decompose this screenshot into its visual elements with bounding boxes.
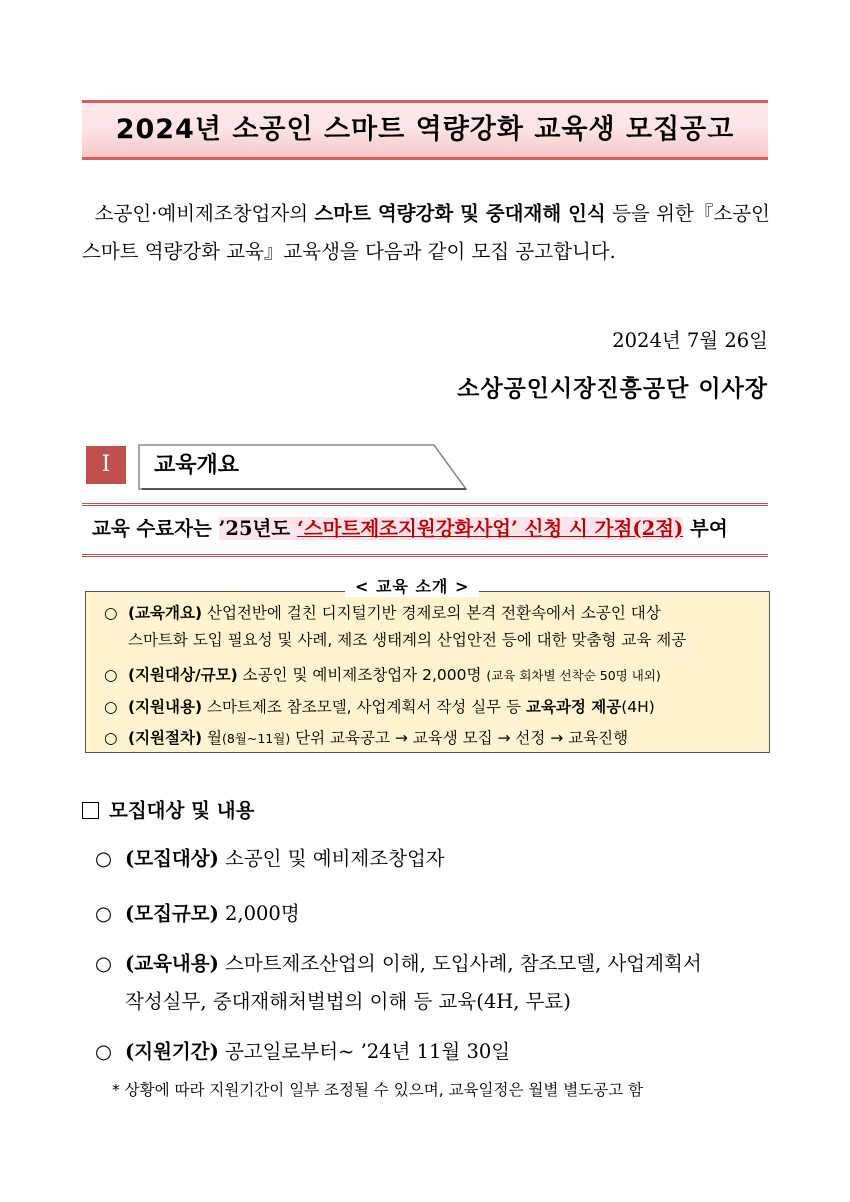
intro-text-1: 소공인·예비제조창업자의 xyxy=(94,202,315,225)
intro-box-item: ○ (교육개요) 산업전반에 걸친 디지털기반 경제로의 본격 전환속에서 소공인 대상 xyxy=(104,604,661,622)
intro-box-item: ○ (지원절차) 월(8월~11월) 단위 교육공고 → 교육생 모집 → 선정 → 교육진행 xyxy=(104,729,629,747)
intro-paragraph xyxy=(82,195,770,271)
title-banner xyxy=(82,100,768,160)
highlight-pre: 교육 수료자는 xyxy=(92,517,219,540)
intro-box-item: ○ (지원대상/규모) 소공인 및 예비제조창업자 2,000명 (교육 회차별 선착순 50명 내외) xyxy=(104,666,661,684)
highlight-post: 부여 xyxy=(683,517,728,540)
highlight-notice xyxy=(82,503,768,557)
section-number: Ⅰ xyxy=(86,446,126,484)
highlight-year: ’25년도 ‘스마트제조지원강화사업’ 신청 시 가점(2점) xyxy=(218,517,684,540)
intro-text-2: 등을 위한『소공인 스마트 역량강화 교육』교육생을 다음과 같이 모집 공고합니다. xyxy=(82,202,771,263)
recruit-item: ○ (교육내용) 스마트제조산업의 이해, 도입사례, 참조모델, 사업계획서 작성실무, 중대재해처벌법의 이해 등 교육(4H, 무료) xyxy=(95,952,702,1013)
signer: 소상공인시장진흥공단 이사장 xyxy=(457,375,768,402)
recruit-item: ○ (지원기간) 공고일로부터~ ’24년 11월 30일 xyxy=(95,1040,511,1063)
intro-box-label: < 교육 소개 > xyxy=(345,574,479,597)
footnote: * 상황에 따라 지원기간이 일부 조정될 수 있으며, 교육일정은 월별 별도공고 함 xyxy=(112,1081,644,1099)
recruit-item: ○ (모집대상) 소공인 및 예비제조창업자 xyxy=(95,847,445,870)
section-title: 교육개요 xyxy=(154,453,240,478)
page-title: 2024년 소공인 스마트 역량강화 교육생 모집공고 xyxy=(115,114,735,145)
intro-box-item-cont: 스마트화 도입 필요성 및 사례, 제조 생태계의 산업안전 등에 대한 맞춤형 교육 제공 xyxy=(128,631,687,649)
recruit-item: ○ (모집규모) 2,000명 xyxy=(95,902,300,925)
intro-box-item: ○ (지원내용) 스마트제조 참조모델, 사업계획서 작성 실무 등 교육과정 제공(4H) xyxy=(104,698,655,716)
intro-text-bold: 스마트 역량강화 및 중대재해 인식 xyxy=(314,202,606,225)
announcement-date: 2024년 7월 26일 xyxy=(612,329,768,352)
checkbox-square-icon xyxy=(82,802,99,819)
highlight-red-text: ‘스마트제조지원강화사업’ 신청 시 가점(2점) xyxy=(297,517,684,540)
education-intro-box xyxy=(85,591,770,753)
subsection-heading: 모집대상 및 내용 xyxy=(82,795,254,823)
section-title-box xyxy=(138,444,468,488)
